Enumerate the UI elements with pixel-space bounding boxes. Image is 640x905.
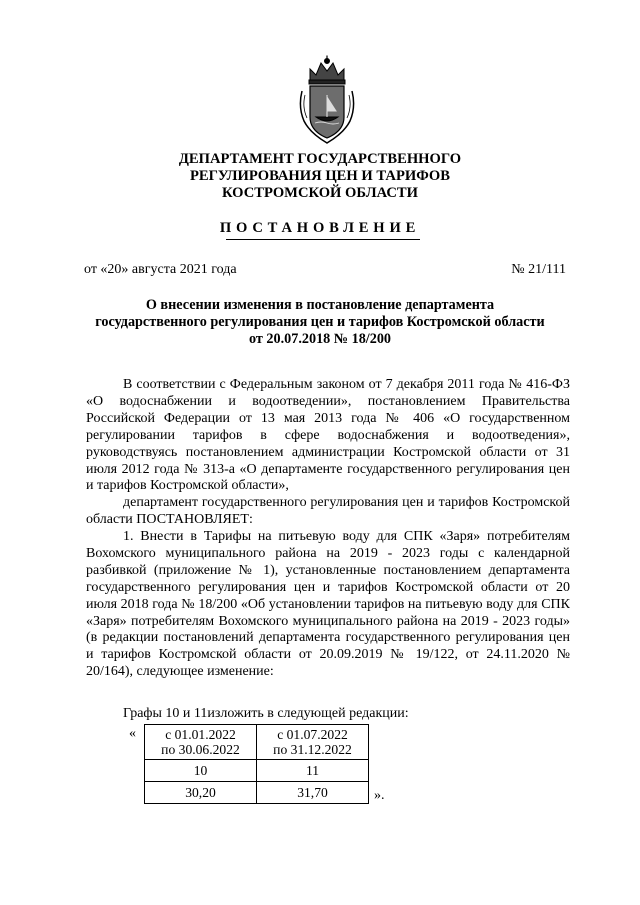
table-cell: 10 xyxy=(145,760,257,782)
body-paragraph-columns xyxy=(86,706,570,723)
document-subject xyxy=(0,297,640,348)
document-number: № 21/111 xyxy=(511,262,566,277)
table-row-values xyxy=(145,782,369,804)
department-name xyxy=(0,151,640,202)
table-cell: 31,70 xyxy=(257,782,369,804)
kostroma-coat-of-arms-icon xyxy=(298,55,356,147)
period-start: с 01.07.2022 xyxy=(277,726,348,742)
table-row-column-numbers xyxy=(145,760,369,782)
period-end: по 30.06.2022 xyxy=(161,742,240,757)
department-line-1: ДЕПАРТАМЕНТ ГОСУДАРСТВЕННОГО xyxy=(178,151,462,167)
paragraph-text: департамент государственного регулирования цен и тарифов Костромской области ПОСТАНОВЛЯЕТ: xyxy=(86,495,570,527)
table-cell: 30,20 xyxy=(145,782,257,804)
body-paragraph-resolves xyxy=(86,495,570,529)
document-type-title: ПОСТАНОВЛЕНИЕ xyxy=(219,220,421,236)
title-underline xyxy=(226,239,420,240)
subject-line-1: О внесении изменения в постановление департамента xyxy=(145,297,495,313)
table-header-cell xyxy=(145,725,257,760)
subject-line-2: государственного регулирования цен и тарифов Костромской области xyxy=(95,314,545,330)
period-start: с 01.01.2022 xyxy=(165,726,236,742)
subject-line-3: от 20.07.2018 № 18/200 xyxy=(248,331,392,347)
table-header-row xyxy=(145,725,369,760)
department-line-2: РЕГУЛИРОВАНИЯ ЦЕН И ТАРИФОВ xyxy=(189,168,451,184)
paragraph-text: 1. Внести в Тарифы на питьевую воду для СПК «Заря» потребителям Вохомского муниципального района на 2019 - 2023 годы с календарной разбивкой (приложение № 1), установленные постановлением департамента государственного регулирования цен и тарифов Костромской области от 20 июля 2018 года № 18/200 «Об установлении тарифов на питьевую воду для СПК «Заря» потребителям Вохомского муниципального района на 2019 - 2023 годы» (в редакции постановлений департамента государственного регулирования цен и тарифов Костромской области от 20.09.2019 № 19/122, от 24.11.2020 № 20/164), следующее изменение: xyxy=(86,529,570,680)
table-header-cell xyxy=(257,725,369,760)
table-quote-open: « xyxy=(129,726,136,741)
document-date: от «20» августа 2021 года xyxy=(84,262,237,277)
paragraph-text: В соответствии с Федеральным законом от 7 декабря 2011 года № 416-ФЗ «О водоснабжении и водоотведении», постановлением Правительства Российской Федерации от 13 мая 2013 года № 406 «О государственном регулировании тарифов в сфере водоснабжения и водоотведения», руководствуясь постановлением администрации Костромской области от 31 июля 2012 года № 313-а «О департаменте государственного регулирования цен и тарифов Костромской области», xyxy=(86,377,570,494)
department-line-3: КОСТРОМСКОЙ ОБЛАСТИ xyxy=(221,185,419,201)
tariff-table xyxy=(144,724,369,804)
table-quote-close: ». xyxy=(374,788,385,803)
body-paragraph-amendment xyxy=(86,529,570,681)
period-end: по 31.12.2022 xyxy=(273,742,352,757)
body-paragraph-legal-basis xyxy=(86,377,570,495)
table-cell: 11 xyxy=(257,760,369,782)
paragraph-text: Графы 10 и 11изложить в следующей редакции: xyxy=(123,706,409,721)
